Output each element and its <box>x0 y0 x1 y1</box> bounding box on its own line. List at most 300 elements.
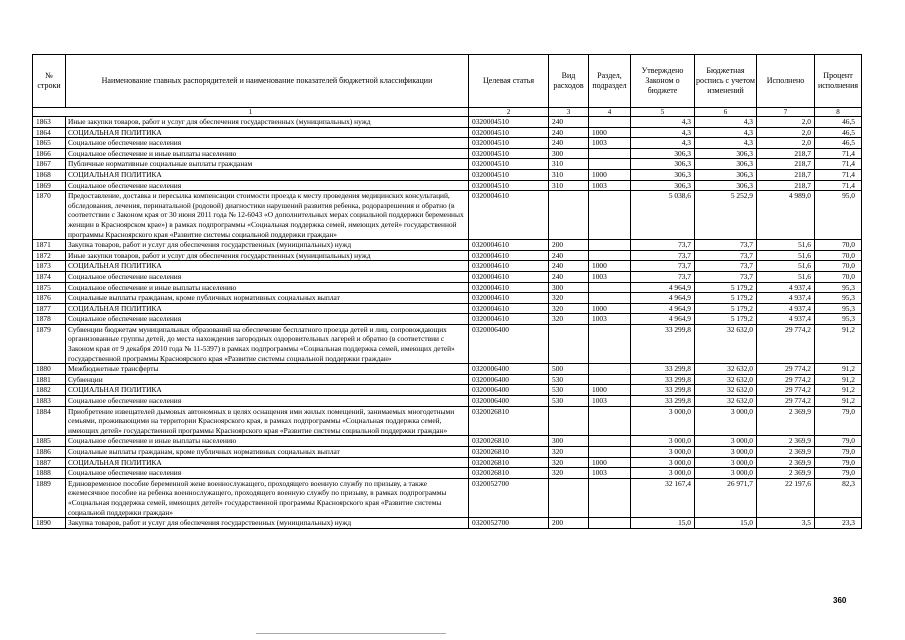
row-planned: 3 000,0 <box>695 468 757 479</box>
row-target-code: 0320004510 <box>469 138 549 149</box>
row-percent: 46,5 <box>815 127 862 138</box>
row-approved: 4 964,9 <box>631 293 695 304</box>
row-name: СОЦИАЛЬНАЯ ПОЛИТИКА <box>66 303 469 314</box>
row-target-code: 0320006400 <box>469 364 549 375</box>
row-executed: 29 774,2 <box>757 385 815 396</box>
column-number-4: 4 <box>589 108 631 117</box>
row-expense-type: 320 <box>549 468 589 479</box>
row-percent: 70,0 <box>815 250 862 261</box>
row-executed: 4 989,0 <box>757 191 815 240</box>
row-executed: 218,7 <box>757 180 815 191</box>
row-planned: 3 000,0 <box>695 436 757 447</box>
table-row <box>33 447 862 458</box>
row-target-code: 0320006400 <box>469 396 549 407</box>
row-number: 1882 <box>33 385 66 396</box>
row-name: Иные закупки товаров, работ и услуг для обеспечения государственных (муниципальных) нужд <box>66 117 469 128</box>
row-planned: 32 632,0 <box>695 364 757 375</box>
row-section: 1000 <box>589 303 631 314</box>
row-number: 1876 <box>33 293 66 304</box>
row-expense-type: 320 <box>549 293 589 304</box>
row-target-code: 0320004610 <box>469 271 549 282</box>
row-expense-type: 240 <box>549 250 589 261</box>
row-name: СОЦИАЛЬНАЯ ПОЛИТИКА <box>66 385 469 396</box>
table-row <box>33 271 862 282</box>
row-section <box>589 159 631 170</box>
row-section: 1003 <box>589 468 631 479</box>
row-name: Межбюджетные трансферты <box>66 364 469 375</box>
row-executed: 4 937,4 <box>757 282 815 293</box>
row-executed: 51,6 <box>757 240 815 251</box>
row-percent: 95,0 <box>815 191 862 240</box>
row-name: Социальное обеспечение и иные выплаты населению <box>66 282 469 293</box>
row-number: 1888 <box>33 468 66 479</box>
column-number-2: 2 <box>469 108 549 117</box>
row-percent: 91,2 <box>815 364 862 375</box>
row-executed: 2 369,9 <box>757 406 815 436</box>
row-section <box>589 436 631 447</box>
row-expense-type: 530 <box>549 385 589 396</box>
row-approved: 73,7 <box>631 240 695 251</box>
bottom-rule <box>256 633 446 634</box>
row-number: 1868 <box>33 169 66 180</box>
row-executed: 2,0 <box>757 117 815 128</box>
column-number-8: 8 <box>815 108 862 117</box>
table-row <box>33 191 862 240</box>
row-executed: 2,0 <box>757 138 815 149</box>
row-executed: 22 197,6 <box>757 478 815 517</box>
row-percent: 71,4 <box>815 159 862 170</box>
row-section <box>589 282 631 293</box>
row-target-code: 0320006400 <box>469 385 549 396</box>
row-executed: 2,0 <box>757 127 815 138</box>
table-row <box>33 518 862 529</box>
row-percent: 95,3 <box>815 282 862 293</box>
row-name: Приобретение извещателей дымовых автономных в целях оснащения ими жилых помещений, занимаемых многодетными семьями, проживающими на территории Красноярского края, в рамках подпрограммы «Социальная поддержка семей, имеющих детей» государственной программы Красноярского края «Развитие системы социальной поддержки граждан» <box>66 406 469 436</box>
row-planned: 73,7 <box>695 261 757 272</box>
row-name: Закупка товаров, работ и услуг для обеспечения государственных (муниципальных) нужд <box>66 518 469 529</box>
row-percent: 46,5 <box>815 138 862 149</box>
row-approved: 3 000,0 <box>631 457 695 468</box>
row-number: 1871 <box>33 240 66 251</box>
table-body <box>33 117 862 529</box>
row-number: 1884 <box>33 406 66 436</box>
row-section: 1003 <box>589 271 631 282</box>
row-executed: 29 774,2 <box>757 324 815 363</box>
row-approved: 4,3 <box>631 138 695 149</box>
row-planned: 32 632,0 <box>695 396 757 407</box>
row-approved: 33 299,8 <box>631 324 695 363</box>
row-expense-type: 530 <box>549 374 589 385</box>
row-executed: 2 369,9 <box>757 457 815 468</box>
row-percent: 82,3 <box>815 478 862 517</box>
header-approved: Утверждено Законом о бюджете <box>631 55 695 108</box>
row-executed: 218,7 <box>757 148 815 159</box>
row-expense-type: 240 <box>549 138 589 149</box>
row-name: Социальные выплаты гражданам, кроме публичных нормативных социальных выплат <box>66 447 469 458</box>
row-number: 1883 <box>33 396 66 407</box>
column-number-row <box>33 108 862 117</box>
row-expense-type <box>549 478 589 517</box>
row-percent: 79,0 <box>815 468 862 479</box>
row-expense-type: 500 <box>549 364 589 375</box>
row-target-code: 0320004610 <box>469 303 549 314</box>
row-target-code: 0320004510 <box>469 169 549 180</box>
row-expense-type <box>549 191 589 240</box>
row-percent: 70,0 <box>815 261 862 272</box>
header-planned: Бюджетная роспись с учетом изменений <box>695 55 757 108</box>
page-number: 360 <box>833 596 847 605</box>
row-name: Предоставление, доставка и пересылка компенсации стоимости проезда к месту проведения медицинских консультаций, обследования, лечения, перинатальной (родовой) диагностики нарушений развития ребенка, родоразрешения и обратно (в соответствии с Законом края от 30 июня 2011 года № 12-6043 «О дополнительных мерах социальной поддержки беременных женщин в Красноярском крае») в рамках подпрограммы «Социальная поддержка семей, имеющих детей» государственной программы Красноярского края «Развитие системы социальной поддержки граждан» <box>66 191 469 240</box>
row-target-code: 0320006400 <box>469 324 549 363</box>
row-executed: 51,6 <box>757 261 815 272</box>
row-executed: 2 369,9 <box>757 447 815 458</box>
row-section <box>589 293 631 304</box>
row-number: 1877 <box>33 303 66 314</box>
row-name: Социальное обеспечение населения <box>66 468 469 479</box>
row-target-code: 0320004610 <box>469 261 549 272</box>
column-number-3: 3 <box>549 108 589 117</box>
row-approved: 5 038,6 <box>631 191 695 240</box>
row-number: 1878 <box>33 314 66 325</box>
header-vid: Вид расходов <box>549 55 589 108</box>
row-approved: 3 000,0 <box>631 468 695 479</box>
row-executed: 4 937,4 <box>757 314 815 325</box>
row-name: СОЦИАЛЬНАЯ ПОЛИТИКА <box>66 169 469 180</box>
row-percent: 71,4 <box>815 169 862 180</box>
row-section: 1003 <box>589 396 631 407</box>
row-planned: 3 000,0 <box>695 447 757 458</box>
row-name: Социальное обеспечение населения <box>66 314 469 325</box>
row-planned: 3 000,0 <box>695 457 757 468</box>
row-expense-type: 320 <box>549 314 589 325</box>
row-name: Закупка товаров, работ и услуг для обеспечения государственных (муниципальных) нужд <box>66 240 469 251</box>
column-number-7: 7 <box>757 108 815 117</box>
row-number: 1869 <box>33 180 66 191</box>
row-percent: 95,3 <box>815 314 862 325</box>
row-approved: 306,3 <box>631 169 695 180</box>
row-section <box>589 240 631 251</box>
row-percent: 23,3 <box>815 518 862 529</box>
row-approved: 4,3 <box>631 127 695 138</box>
row-planned: 73,7 <box>695 240 757 251</box>
row-executed: 51,6 <box>757 250 815 261</box>
header-code: Целевая статья <box>469 55 549 108</box>
row-section <box>589 518 631 529</box>
row-executed: 29 774,2 <box>757 396 815 407</box>
row-percent: 91,2 <box>815 324 862 363</box>
row-approved: 33 299,8 <box>631 364 695 375</box>
row-target-code: 0320004510 <box>469 148 549 159</box>
row-expense-type: 300 <box>549 148 589 159</box>
row-expense-type: 310 <box>549 169 589 180</box>
row-planned: 306,3 <box>695 180 757 191</box>
row-target-code: 0320052700 <box>469 478 549 517</box>
column-number-6: 6 <box>695 108 757 117</box>
row-planned: 306,3 <box>695 159 757 170</box>
row-section <box>589 364 631 375</box>
table-row <box>33 180 862 191</box>
row-expense-type <box>549 406 589 436</box>
row-name: Социальное обеспечение населения <box>66 180 469 191</box>
row-name: Иные закупки товаров, работ и услуг для обеспечения государственных (муниципальных) нужд <box>66 250 469 261</box>
row-section <box>589 447 631 458</box>
row-name: Социальное обеспечение и иные выплаты населению <box>66 436 469 447</box>
row-percent: 91,2 <box>815 396 862 407</box>
row-target-code: 0320004610 <box>469 240 549 251</box>
row-name: СОЦИАЛЬНАЯ ПОЛИТИКА <box>66 457 469 468</box>
table-row <box>33 364 862 375</box>
table-row <box>33 250 862 261</box>
row-number: 1865 <box>33 138 66 149</box>
row-planned: 306,3 <box>695 169 757 180</box>
row-approved: 4 964,9 <box>631 303 695 314</box>
row-percent: 95,3 <box>815 303 862 314</box>
row-approved: 33 299,8 <box>631 396 695 407</box>
row-number: 1880 <box>33 364 66 375</box>
table-row <box>33 457 862 468</box>
row-approved: 73,7 <box>631 261 695 272</box>
row-planned: 73,7 <box>695 250 757 261</box>
table-row <box>33 117 862 128</box>
row-target-code: 0320004610 <box>469 282 549 293</box>
row-name: Социальное обеспечение и иные выплаты населению <box>66 148 469 159</box>
header-razdel: Раздел, подраздел <box>589 55 631 108</box>
row-number: 1886 <box>33 447 66 458</box>
row-target-code: 0320026810 <box>469 447 549 458</box>
row-number: 1887 <box>33 457 66 468</box>
row-approved: 73,7 <box>631 250 695 261</box>
header-executed: Исполнено <box>757 55 815 108</box>
table-row <box>33 385 862 396</box>
row-section: 1000 <box>589 261 631 272</box>
row-target-code: 0320026810 <box>469 468 549 479</box>
row-planned: 306,3 <box>695 148 757 159</box>
table-row <box>33 374 862 385</box>
row-expense-type: 240 <box>549 117 589 128</box>
header-percent: Процент исполнения <box>815 55 862 108</box>
row-number: 1870 <box>33 191 66 240</box>
header-name: Наименование главных распорядителей и наименование показателей бюджетной классификации <box>66 55 469 108</box>
row-percent: 46,5 <box>815 117 862 128</box>
row-planned: 15,0 <box>695 518 757 529</box>
row-number: 1889 <box>33 478 66 517</box>
row-target-code: 0320004610 <box>469 250 549 261</box>
column-number-5: 5 <box>631 108 695 117</box>
table-row <box>33 127 862 138</box>
row-expense-type: 310 <box>549 180 589 191</box>
row-name: СОЦИАЛЬНАЯ ПОЛИТИКА <box>66 127 469 138</box>
row-executed: 2 369,9 <box>757 468 815 479</box>
row-expense-type: 530 <box>549 396 589 407</box>
row-target-code: 0320004510 <box>469 117 549 128</box>
row-section <box>589 250 631 261</box>
row-section <box>589 191 631 240</box>
row-target-code: 0320004510 <box>469 180 549 191</box>
row-name: Социальное обеспечение населения <box>66 138 469 149</box>
row-target-code: 0320004510 <box>469 159 549 170</box>
header-num: № строки <box>33 55 66 108</box>
row-target-code: 0320006400 <box>469 374 549 385</box>
row-percent: 71,4 <box>815 180 862 191</box>
row-approved: 3 000,0 <box>631 406 695 436</box>
column-number-1: 1 <box>33 108 469 117</box>
row-target-code: 0320052700 <box>469 518 549 529</box>
row-number: 1867 <box>33 159 66 170</box>
row-planned: 4,3 <box>695 127 757 138</box>
row-executed: 3,5 <box>757 518 815 529</box>
row-planned: 4,3 <box>695 117 757 128</box>
row-number: 1881 <box>33 374 66 385</box>
row-number: 1863 <box>33 117 66 128</box>
row-percent: 91,2 <box>815 385 862 396</box>
row-number: 1885 <box>33 436 66 447</box>
row-approved: 4 964,9 <box>631 282 695 293</box>
row-percent: 70,0 <box>815 240 862 251</box>
budget-table <box>32 54 862 529</box>
row-percent: 95,3 <box>815 293 862 304</box>
row-approved: 306,3 <box>631 148 695 159</box>
row-executed: 4 937,4 <box>757 293 815 304</box>
row-name: Социальное обеспечение населения <box>66 396 469 407</box>
row-section: 1003 <box>589 138 631 149</box>
row-section <box>589 478 631 517</box>
row-planned: 5 179,2 <box>695 293 757 304</box>
row-name: Субвенции <box>66 374 469 385</box>
row-target-code: 0320026810 <box>469 436 549 447</box>
row-number: 1872 <box>33 250 66 261</box>
table-row <box>33 406 862 436</box>
row-approved: 306,3 <box>631 159 695 170</box>
row-section <box>589 406 631 436</box>
row-expense-type: 240 <box>549 127 589 138</box>
row-number: 1875 <box>33 282 66 293</box>
row-executed: 29 774,2 <box>757 374 815 385</box>
row-expense-type: 300 <box>549 282 589 293</box>
row-planned: 4,3 <box>695 138 757 149</box>
row-section: 1000 <box>589 457 631 468</box>
row-name: Единовременное пособие беременной жене военнослужащего, проходящего военную службу по призыву, а также ежемесячное пособие на ребенка военнослужащего, проходящего военную службу по призыву, в рамках подпрограммы «Социальная поддержка семей, имеющих детей» государственной программы Красноярского края «Развитие системы социальной поддержки граждан» <box>66 478 469 517</box>
table-row <box>33 314 862 325</box>
row-approved: 15,0 <box>631 518 695 529</box>
row-approved: 32 167,4 <box>631 478 695 517</box>
row-number: 1873 <box>33 261 66 272</box>
row-section: 1003 <box>589 180 631 191</box>
row-executed: 4 937,4 <box>757 303 815 314</box>
row-planned: 26 971,7 <box>695 478 757 517</box>
row-approved: 4 964,9 <box>631 314 695 325</box>
row-target-code: 0320004610 <box>469 191 549 240</box>
row-number: 1866 <box>33 148 66 159</box>
table-row <box>33 468 862 479</box>
row-planned: 5 179,2 <box>695 282 757 293</box>
row-planned: 5 179,2 <box>695 314 757 325</box>
row-planned: 32 632,0 <box>695 385 757 396</box>
table-row <box>33 324 862 363</box>
row-expense-type: 240 <box>549 261 589 272</box>
row-name: Субвенции бюджетам муниципальных образований на обеспечение бесплатного проезда детей и лиц, сопровождающих организованные группы детей, до места нахождения загородных оздоровительных лагерей и обратно (в соответствии с Законом края от 9 декабря 2010 года № 11-5397) в рамках подпрограммы «Социальная поддержка семей, имеющих детей» государственной программы Красноярского края «Развитие системы социальной поддержки граждан» <box>66 324 469 363</box>
row-name: Публичные нормативные социальные выплаты гражданам <box>66 159 469 170</box>
row-planned: 73,7 <box>695 271 757 282</box>
row-section <box>589 117 631 128</box>
row-section <box>589 148 631 159</box>
row-approved: 33 299,8 <box>631 374 695 385</box>
row-section <box>589 324 631 363</box>
header-row <box>33 55 862 108</box>
table-row <box>33 478 862 517</box>
row-number: 1890 <box>33 518 66 529</box>
row-approved: 3 000,0 <box>631 436 695 447</box>
row-section: 1000 <box>589 385 631 396</box>
row-name: Социальное обеспечение населения <box>66 271 469 282</box>
row-approved: 3 000,0 <box>631 447 695 458</box>
row-planned: 32 632,0 <box>695 374 757 385</box>
row-executed: 218,7 <box>757 159 815 170</box>
row-planned: 32 632,0 <box>695 324 757 363</box>
row-executed: 29 774,2 <box>757 364 815 375</box>
row-name: СОЦИАЛЬНАЯ ПОЛИТИКА <box>66 261 469 272</box>
row-percent: 79,0 <box>815 447 862 458</box>
row-number: 1864 <box>33 127 66 138</box>
row-expense-type: 310 <box>549 159 589 170</box>
row-percent: 79,0 <box>815 406 862 436</box>
row-expense-type: 300 <box>549 436 589 447</box>
row-percent: 91,2 <box>815 374 862 385</box>
row-percent: 79,0 <box>815 457 862 468</box>
row-planned: 3 000,0 <box>695 406 757 436</box>
row-percent: 79,0 <box>815 436 862 447</box>
row-approved: 33 299,8 <box>631 385 695 396</box>
row-planned: 5 252,9 <box>695 191 757 240</box>
row-expense-type: 240 <box>549 271 589 282</box>
table-row <box>33 282 862 293</box>
row-executed: 2 369,9 <box>757 436 815 447</box>
table-row <box>33 261 862 272</box>
row-expense-type: 320 <box>549 303 589 314</box>
row-target-code: 0320004610 <box>469 314 549 325</box>
row-expense-type: 320 <box>549 457 589 468</box>
row-expense-type: 200 <box>549 518 589 529</box>
row-section <box>589 374 631 385</box>
row-percent: 70,0 <box>815 271 862 282</box>
row-target-code: 0320004510 <box>469 127 549 138</box>
row-executed: 218,7 <box>757 169 815 180</box>
row-section: 1000 <box>589 169 631 180</box>
row-number: 1874 <box>33 271 66 282</box>
row-section: 1000 <box>589 127 631 138</box>
row-number: 1879 <box>33 324 66 363</box>
row-target-code: 0320026810 <box>469 406 549 436</box>
row-planned: 5 179,2 <box>695 303 757 314</box>
row-target-code: 0320026810 <box>469 457 549 468</box>
table-row <box>33 303 862 314</box>
table-row <box>33 169 862 180</box>
row-expense-type: 320 <box>549 447 589 458</box>
row-section: 1003 <box>589 314 631 325</box>
row-approved: 4,3 <box>631 117 695 128</box>
row-expense-type: 200 <box>549 240 589 251</box>
table-row <box>33 148 862 159</box>
row-percent: 71,4 <box>815 148 862 159</box>
row-name: Социальные выплаты гражданам, кроме публичных нормативных социальных выплат <box>66 293 469 304</box>
table-row <box>33 293 862 304</box>
table-row <box>33 436 862 447</box>
row-target-code: 0320004610 <box>469 293 549 304</box>
table-row <box>33 396 862 407</box>
table-row <box>33 240 862 251</box>
table-row <box>33 159 862 170</box>
row-executed: 51,6 <box>757 271 815 282</box>
row-approved: 306,3 <box>631 180 695 191</box>
